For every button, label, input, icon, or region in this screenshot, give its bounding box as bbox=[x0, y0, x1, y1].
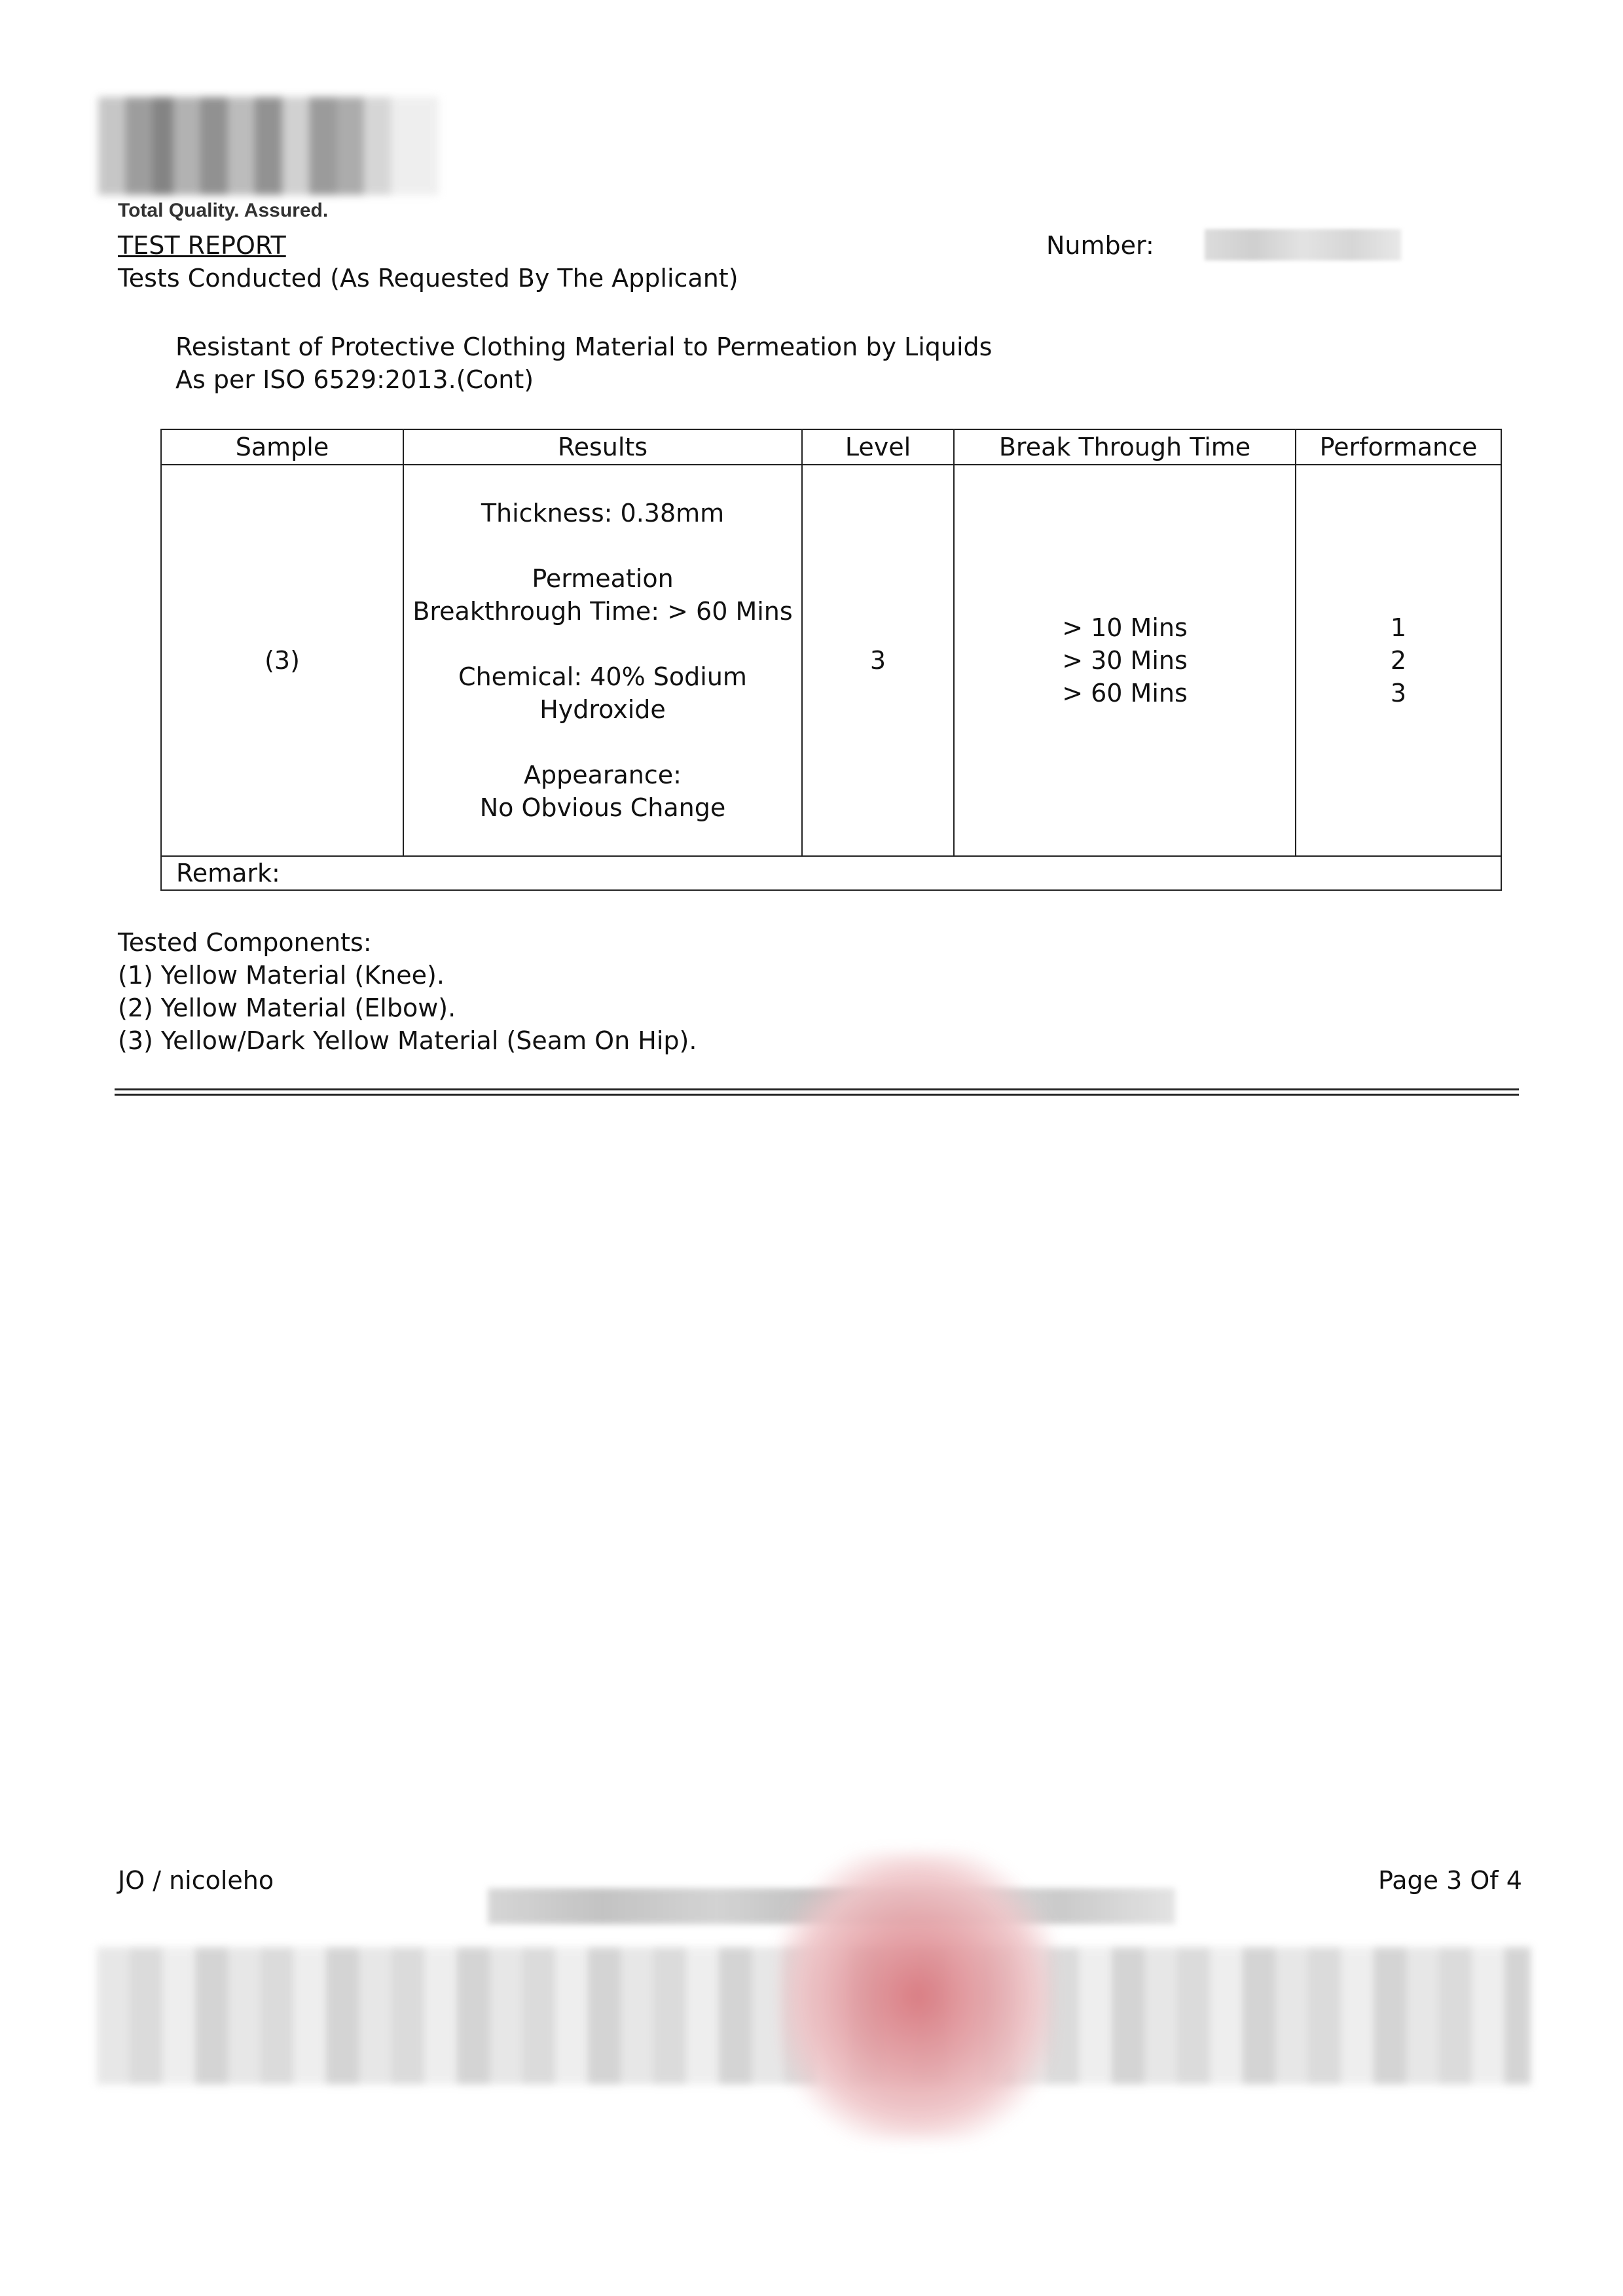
break-through-time-3: > 60 Mins bbox=[1062, 679, 1188, 708]
remark-label: Remark: bbox=[161, 856, 1501, 890]
chemical-text: Chemical: 40% Sodium bbox=[458, 662, 747, 691]
header-sample: Sample bbox=[161, 429, 403, 465]
chemical-text-cont: Hydroxide bbox=[539, 695, 666, 724]
report-number-label: Number: bbox=[1046, 231, 1154, 260]
test-standard: As per ISO 6529:2013.(Cont) bbox=[175, 365, 534, 394]
test-description: Resistant of Protective Clothing Material to Permeation by Liquids bbox=[175, 332, 993, 361]
logo-tagline: Total Quality. Assured. bbox=[118, 200, 329, 221]
level-cell: 3 bbox=[802, 465, 954, 856]
section-divider bbox=[115, 1094, 1519, 1096]
header-level: Level bbox=[802, 429, 954, 465]
header-results: Results bbox=[403, 429, 802, 465]
break-through-time-1: > 10 Mins bbox=[1062, 613, 1188, 642]
performance-2: 2 bbox=[1390, 646, 1407, 675]
break-through-time-cell bbox=[954, 465, 1296, 856]
header-performance: Performance bbox=[1296, 429, 1501, 465]
appearance-label: Appearance: bbox=[524, 761, 682, 789]
remark-row bbox=[161, 856, 1501, 890]
performance-3: 3 bbox=[1390, 679, 1407, 708]
report-title: TEST REPORT bbox=[118, 231, 286, 260]
results-table bbox=[160, 429, 1502, 891]
tested-component-item: (3) Yellow/Dark Yellow Material (Seam On Hip). bbox=[118, 1026, 697, 1055]
results-cell bbox=[403, 465, 802, 856]
table-row bbox=[161, 465, 1501, 856]
thickness-text: Thickness: 0.38mm bbox=[481, 499, 725, 528]
sample-cell: (3) bbox=[161, 465, 403, 856]
appearance-value: No Obvious Change bbox=[479, 793, 726, 822]
tested-component-item: (1) Yellow Material (Knee). bbox=[118, 961, 445, 990]
section-divider bbox=[115, 1088, 1519, 1090]
company-logo-redacted bbox=[98, 97, 439, 195]
breakthrough-text: Breakthrough Time: > 60 Mins bbox=[412, 597, 793, 626]
performance-cell bbox=[1296, 465, 1501, 856]
table-header-row bbox=[161, 429, 1501, 465]
permeation-text: Permeation bbox=[532, 564, 674, 593]
header-break-through-time: Break Through Time bbox=[954, 429, 1296, 465]
footer-author: JO / nicoleho bbox=[118, 1866, 274, 1895]
performance-1: 1 bbox=[1390, 613, 1407, 642]
report-subtitle: Tests Conducted (As Requested By The Applicant) bbox=[118, 264, 739, 293]
footer-page-number: Page 3 Of 4 bbox=[1378, 1866, 1522, 1895]
break-through-time-2: > 30 Mins bbox=[1062, 646, 1188, 675]
tested-component-item: (2) Yellow Material (Elbow). bbox=[118, 994, 456, 1022]
tested-components-title: Tested Components: bbox=[118, 928, 372, 957]
report-number-redacted bbox=[1205, 229, 1401, 260]
company-seal-redacted bbox=[779, 1852, 1054, 2140]
